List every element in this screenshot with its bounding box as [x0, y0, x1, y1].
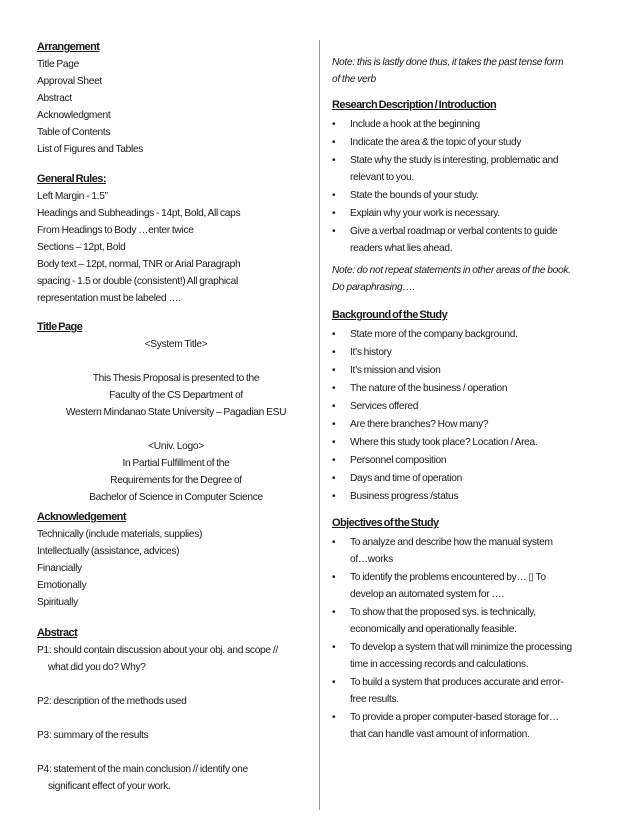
- proposal-line: Western Mindanao State University – Pagadian ESU: [65, 407, 287, 418]
- arrangement-item: Acknowledgment: [37, 110, 111, 121]
- background-section: [332, 306, 622, 506]
- list-item: • State more of the company background.: [332, 326, 622, 343]
- rule-item: Left Margin - 1.5”: [37, 191, 108, 202]
- note-line: Do paraphrasing….: [332, 282, 415, 293]
- bullet-icon: •: [332, 190, 336, 201]
- general-rules-heading: General Rules:: [37, 173, 106, 185]
- arrangement-item: List of Figures and Tables: [37, 144, 144, 155]
- background-list: [332, 326, 622, 505]
- bullet-icon: •: [332, 119, 336, 130]
- fulfillment-line: Bachelor of Science in Computer Science: [89, 492, 263, 503]
- rule-item: representation must be labeled ….: [37, 293, 181, 304]
- note-line: of the verb: [332, 74, 376, 85]
- bullet-icon: •: [332, 155, 336, 166]
- proposal-line: Faculty of the CS Department of: [109, 390, 243, 401]
- list-item: • To provide a proper computer-based storage for… that can handle vast amount of information.: [332, 709, 622, 743]
- list-item: • State the bounds of your study.: [332, 187, 622, 204]
- rule-item: spacing - 1.5 or double (consistent!) All graphical: [37, 276, 238, 287]
- acknowledgement-section: [37, 508, 315, 611]
- list-item: • To build a system that produces accurate and error- free results.: [332, 674, 622, 708]
- bullet-icon: •: [332, 365, 336, 376]
- list-item: • Where this study took place? Location / Area.: [332, 434, 622, 451]
- list-item: • Personnel composition: [332, 452, 622, 469]
- bullet-icon: •: [332, 137, 336, 148]
- fulfillment-line: In Partial Fulfillment of the: [122, 458, 230, 469]
- system-title-placeholder: <System Title>: [144, 339, 208, 350]
- list-item: • Are there branches? How many?: [332, 416, 622, 433]
- title-page-heading: Title Page: [37, 321, 83, 333]
- list-item: • State why the study is interesting, problematic and relevant to you.: [332, 152, 622, 186]
- rule-item: Body text – 12pt, normal, TNR or Arial Paragraph: [37, 259, 241, 270]
- research-description-list: [332, 116, 622, 257]
- list-item: • To show that the proposed sys. is technically, economically and operationally feasible.: [332, 604, 622, 638]
- objectives-section: [332, 514, 622, 744]
- list-item: • To identify the problems encountered by… ▯ To develop an automated system for ….: [332, 569, 622, 603]
- rule-item: From Headings to Body …enter twice: [37, 225, 194, 236]
- bullet-icon: •: [332, 329, 336, 340]
- bullet-icon: •: [332, 473, 336, 484]
- background-heading: Background of the Study: [332, 309, 448, 321]
- abstract-section: [37, 624, 315, 795]
- list-item: • Business progress /status: [332, 488, 622, 505]
- research-description-section: [332, 96, 622, 258]
- arrangement-item: Table of Contents: [37, 127, 111, 138]
- list-item: • To analyze and describe how the manual system of…works: [332, 534, 622, 568]
- arrangement-heading: Arrangement: [37, 41, 100, 53]
- abstract-p1: P1: should contain discussion about your obj. and scope //: [37, 645, 278, 656]
- abstract-heading: Abstract: [37, 627, 78, 639]
- acknowledgement-heading: Acknowledgement: [37, 511, 126, 523]
- list-item: • The nature of the business / operation: [332, 380, 622, 397]
- abstract-p1-cont: what did you do? Why?: [48, 662, 146, 673]
- arrangement-item: Approval Sheet: [37, 76, 102, 87]
- general-rules-section: [37, 170, 315, 307]
- bullet-icon: •: [332, 401, 336, 412]
- acknowledgement-item: Emotionally: [37, 580, 87, 591]
- arrangement-item: Abstract: [37, 93, 72, 104]
- bullet-icon: •: [332, 455, 336, 466]
- bullet-icon: •: [332, 572, 336, 583]
- list-item: • To develop a system that will minimize the processing time in accessing records and calculations.: [332, 639, 622, 673]
- bullet-icon: •: [332, 347, 336, 358]
- bullet-icon: •: [332, 383, 336, 394]
- arrangement-section: [37, 38, 315, 158]
- bullet-icon: •: [332, 419, 336, 430]
- note-top: [332, 54, 622, 88]
- fulfillment-line: Requirements for the Degree of: [110, 475, 242, 486]
- column-divider: [319, 40, 320, 810]
- abstract-p4: P4: statement of the main conclusion // identify one: [37, 764, 248, 775]
- proposal-line: This Thesis Proposal is presented to the: [92, 373, 260, 384]
- bullet-icon: •: [332, 537, 336, 548]
- note-mid: [332, 262, 622, 296]
- acknowledgement-item: Spiritually: [37, 597, 78, 608]
- bullet-icon: •: [332, 226, 336, 237]
- rule-item: Headings and Subheadings - 14pt, Bold, All caps: [37, 208, 241, 219]
- rule-item: Sections – 12pt, Bold: [37, 242, 126, 253]
- bullet-icon: •: [332, 437, 336, 448]
- bullet-icon: •: [332, 607, 336, 618]
- note-line: Note: do not repeat statements in other areas of the book.: [332, 265, 571, 276]
- list-item: • Explain why your work is necessary.: [332, 205, 622, 222]
- research-description-heading: Research Description / Introduction: [332, 99, 497, 111]
- abstract-p3: P3: summary of the results: [37, 730, 149, 741]
- list-item: • Include a hook at the beginning: [332, 116, 622, 133]
- list-item: • Give a verbal roadmap or verbal contents to guide readers what lies ahead.: [332, 223, 622, 257]
- arrangement-item: Title Page: [37, 59, 79, 70]
- bullet-icon: •: [332, 208, 336, 219]
- note-line: Note: this is lastly done thus, it takes the past tense form: [332, 57, 564, 68]
- objectives-heading: Objectives of the Study: [332, 517, 439, 529]
- bullet-icon: •: [332, 642, 336, 653]
- bullet-icon: •: [332, 712, 336, 723]
- list-item: • It’s mission and vision: [332, 362, 622, 379]
- acknowledgement-item: Financially: [37, 563, 82, 574]
- objectives-list: [332, 534, 622, 743]
- list-item: • Services offered: [332, 398, 622, 415]
- list-item: • It’s history: [332, 344, 622, 361]
- acknowledgement-item: Technically (include materials, supplies): [37, 529, 203, 540]
- bullet-icon: •: [332, 491, 336, 502]
- acknowledgement-item: Intellectually (assistance, advices): [37, 546, 180, 557]
- bullet-icon: •: [332, 677, 336, 688]
- list-item: • Indicate the area & the topic of your study: [332, 134, 622, 151]
- abstract-p2: P2: description of the methods used: [37, 696, 187, 707]
- title-page-section: [37, 318, 315, 506]
- list-item: • Days and time of operation: [332, 470, 622, 487]
- univ-logo-placeholder: <Univ. Logo>: [148, 441, 204, 452]
- abstract-p4-cont: significant effect of your work.: [48, 781, 171, 792]
